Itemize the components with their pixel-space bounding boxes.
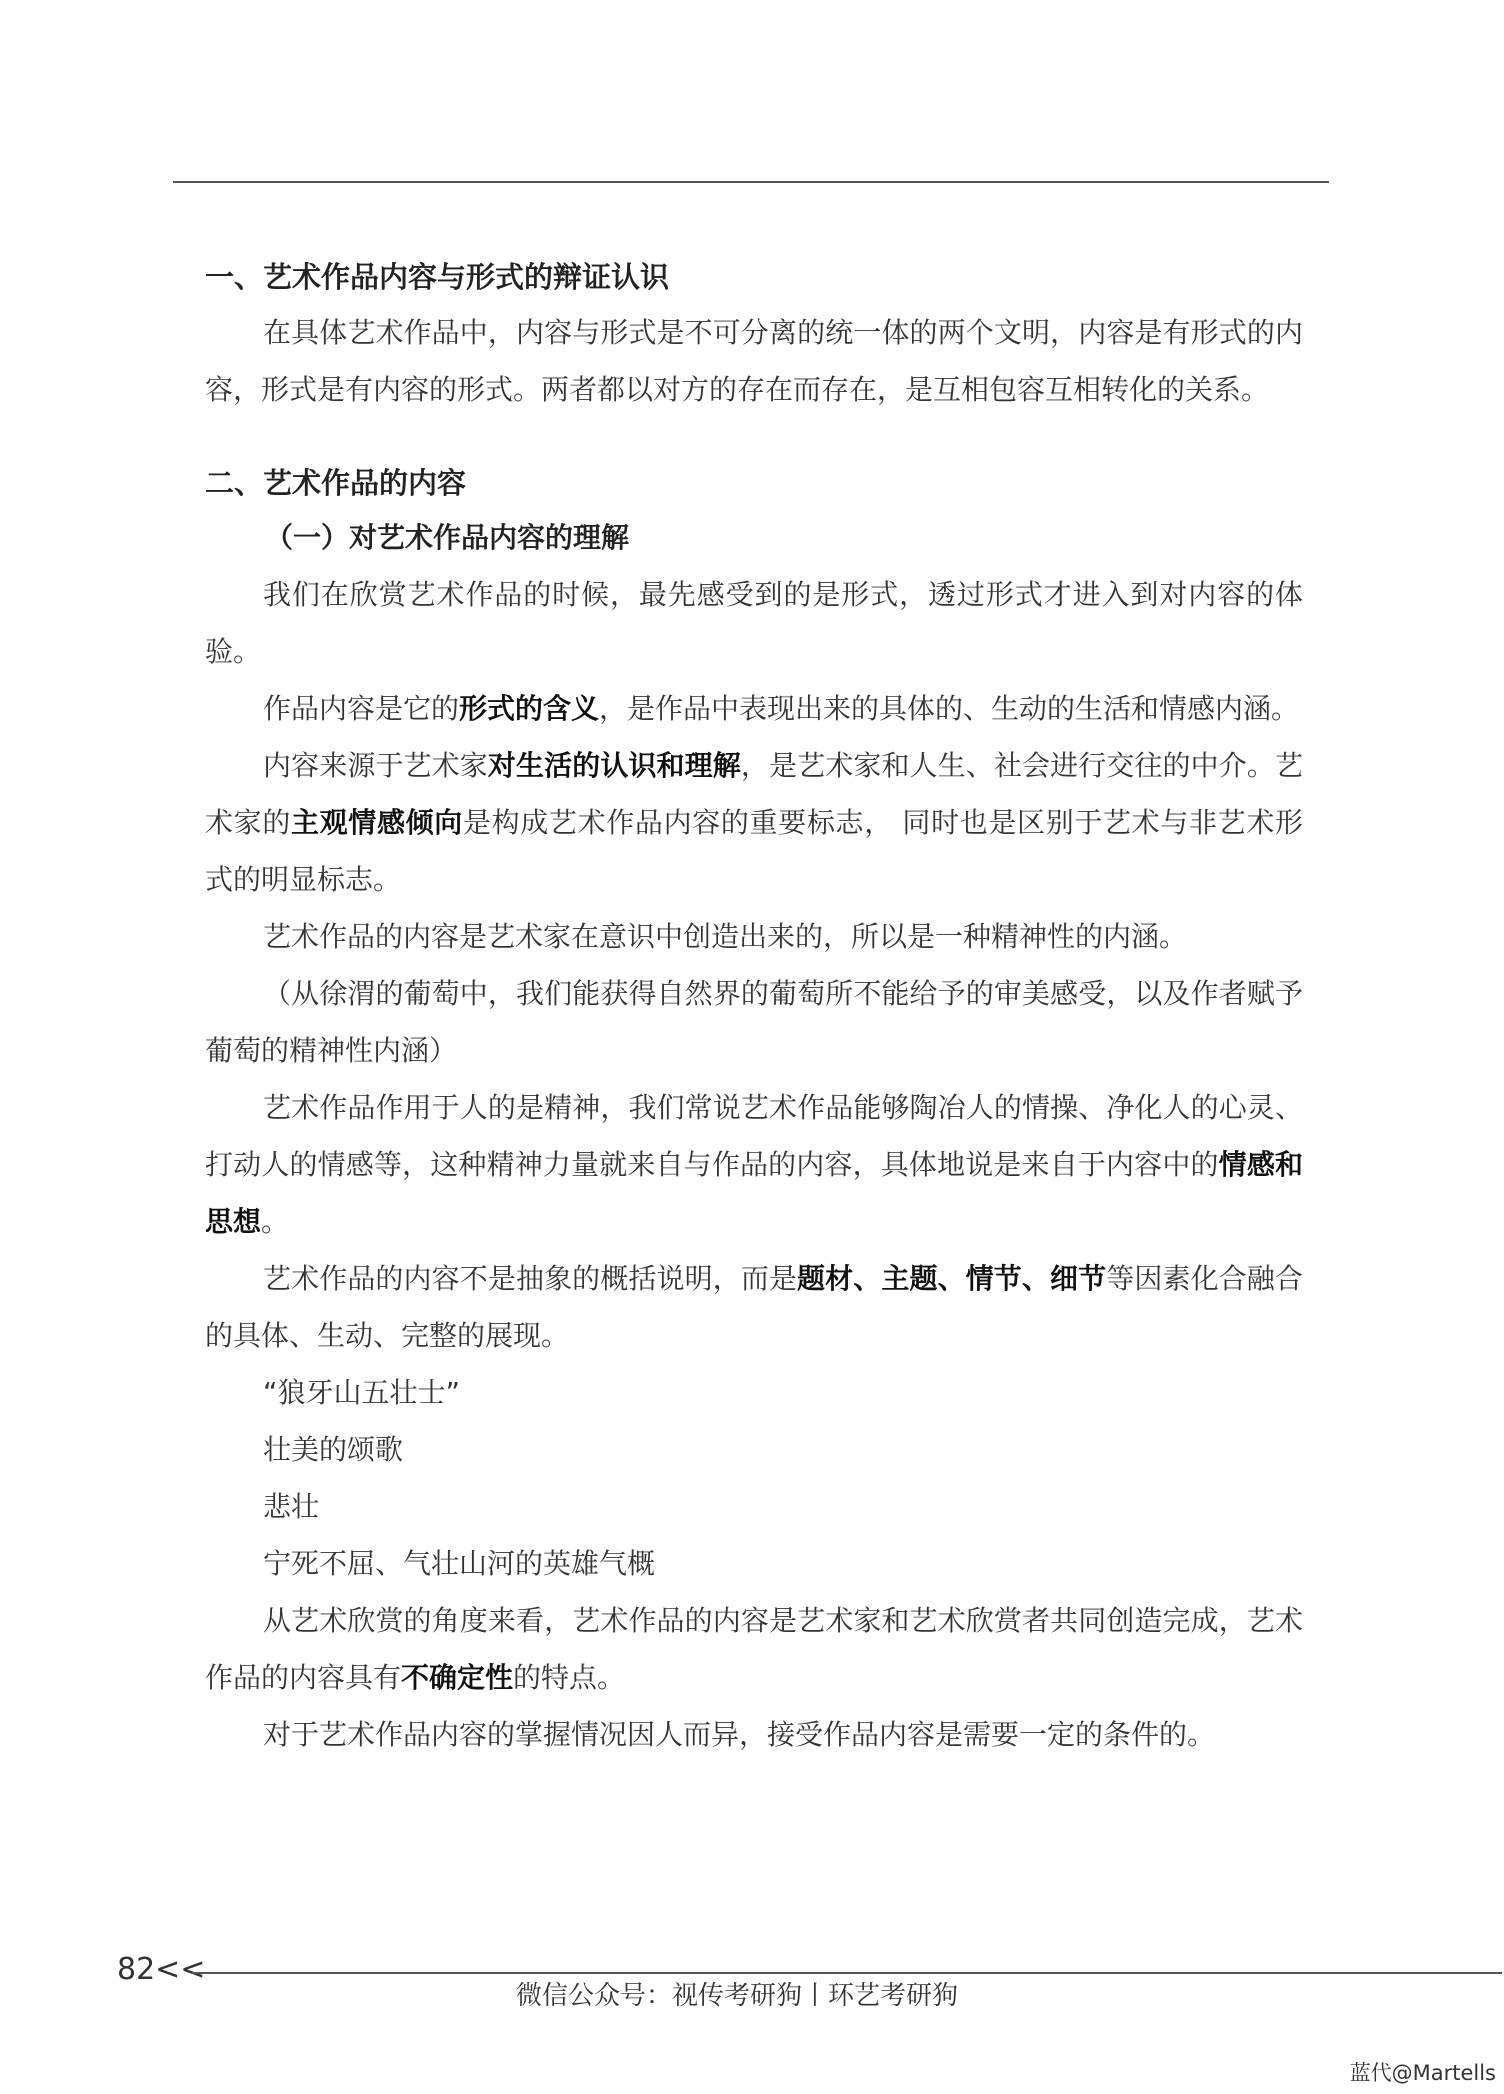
emphasis: 主题 [881,1262,938,1295]
paragraph-5: （从徐渭的葡萄中，我们能获得自然界的葡萄所不能给予的审美感受，以及作者赋予葡萄的精神性内涵） [205,977,1303,1067]
section1-paragraph: 在具体艺术作品中，内容与形式是不可分离的统一体的两个文明，内容是有形式的内容，形式是有内容的形式。两者都以对方的存在而存在，是互相包容互相转化的关系。 [205,316,1303,406]
watermark: 蓝代@Martells [1349,2061,1496,2085]
emphasis: 细节 [1050,1262,1107,1295]
emphasis: 对生活的认识和理解 [487,749,741,782]
example-line-1: “狼牙山五壮士” [263,1376,461,1409]
page-number: 82<< [117,1952,206,1987]
top-rule [173,181,1329,183]
section2-heading: 二、艺术作品的内容 [205,466,467,500]
subsection1-heading: （一）对艺术作品内容的理解 [265,521,630,554]
emphasis: 不确定性 [401,1661,514,1694]
section1-heading: 一、艺术作品内容与形式的辩证认识 [205,260,670,294]
footer-text: 微信公众号：视传考研狗丨环艺考研狗 [516,1981,959,2011]
paragraph-4: 艺术作品的内容是艺术家在意识中创造出来的，所以是一种精神性的内涵。 [263,920,1188,953]
paragraph-7: 艺术作品的内容不是抽象的概括说明，而是题材、主题、情节、细节等因素化合融合的具体、生动、完整的展现。 [205,1262,1303,1352]
document-body [205,250,1303,1763]
emphasis: 题材 [797,1262,854,1295]
paragraph-6: 艺术作品作用于人的是精神，我们常说艺术作品能够陶冶人的情操、净化人的心灵、打动人的情感等，这种精神力量就来自与作品的内容，具体地说是来自于内容中的情感和思想。 [205,1091,1303,1238]
example-line-2: 壮美的颂歌 [263,1433,404,1466]
emphasis: 形式的含义 [459,692,600,725]
paragraph-3: 内容来源于艺术家对生活的认识和理解，是艺术家和人生、社会进行交往的中介。艺术家的主观情感倾向是构成艺术作品内容的重要标志， 同时也是区别于艺术与非艺术形式的明显标志。 [205,749,1303,896]
example-line-4: 宁死不屈、气壮山河的英雄气概 [263,1547,656,1580]
bottom-rule [192,1972,1502,1974]
emphasis: 情感和思想 [205,1148,1303,1238]
paragraph-2: 作品内容是它的形式的含义，是作品中表现出来的具体的、生动的生活和情感内涵。 [263,692,1300,725]
paragraph-9: 对于艺术作品内容的掌握情况因人而异，接受作品内容是需要一定的条件的。 [263,1718,1216,1751]
paragraph-8: 从艺术欣赏的角度来看，艺术作品的内容是艺术家和艺术欣赏者共同创造完成，艺术作品的内容具有不确定性的特点。 [205,1604,1303,1694]
emphasis: 情节 [965,1262,1022,1295]
emphasis: 主观情感倾向 [290,806,463,839]
paragraph-1: 我们在欣赏艺术作品的时候，最先感受到的是形式，透过形式才进入到对内容的体验。 [205,578,1303,668]
example-line-3: 悲壮 [263,1490,320,1523]
